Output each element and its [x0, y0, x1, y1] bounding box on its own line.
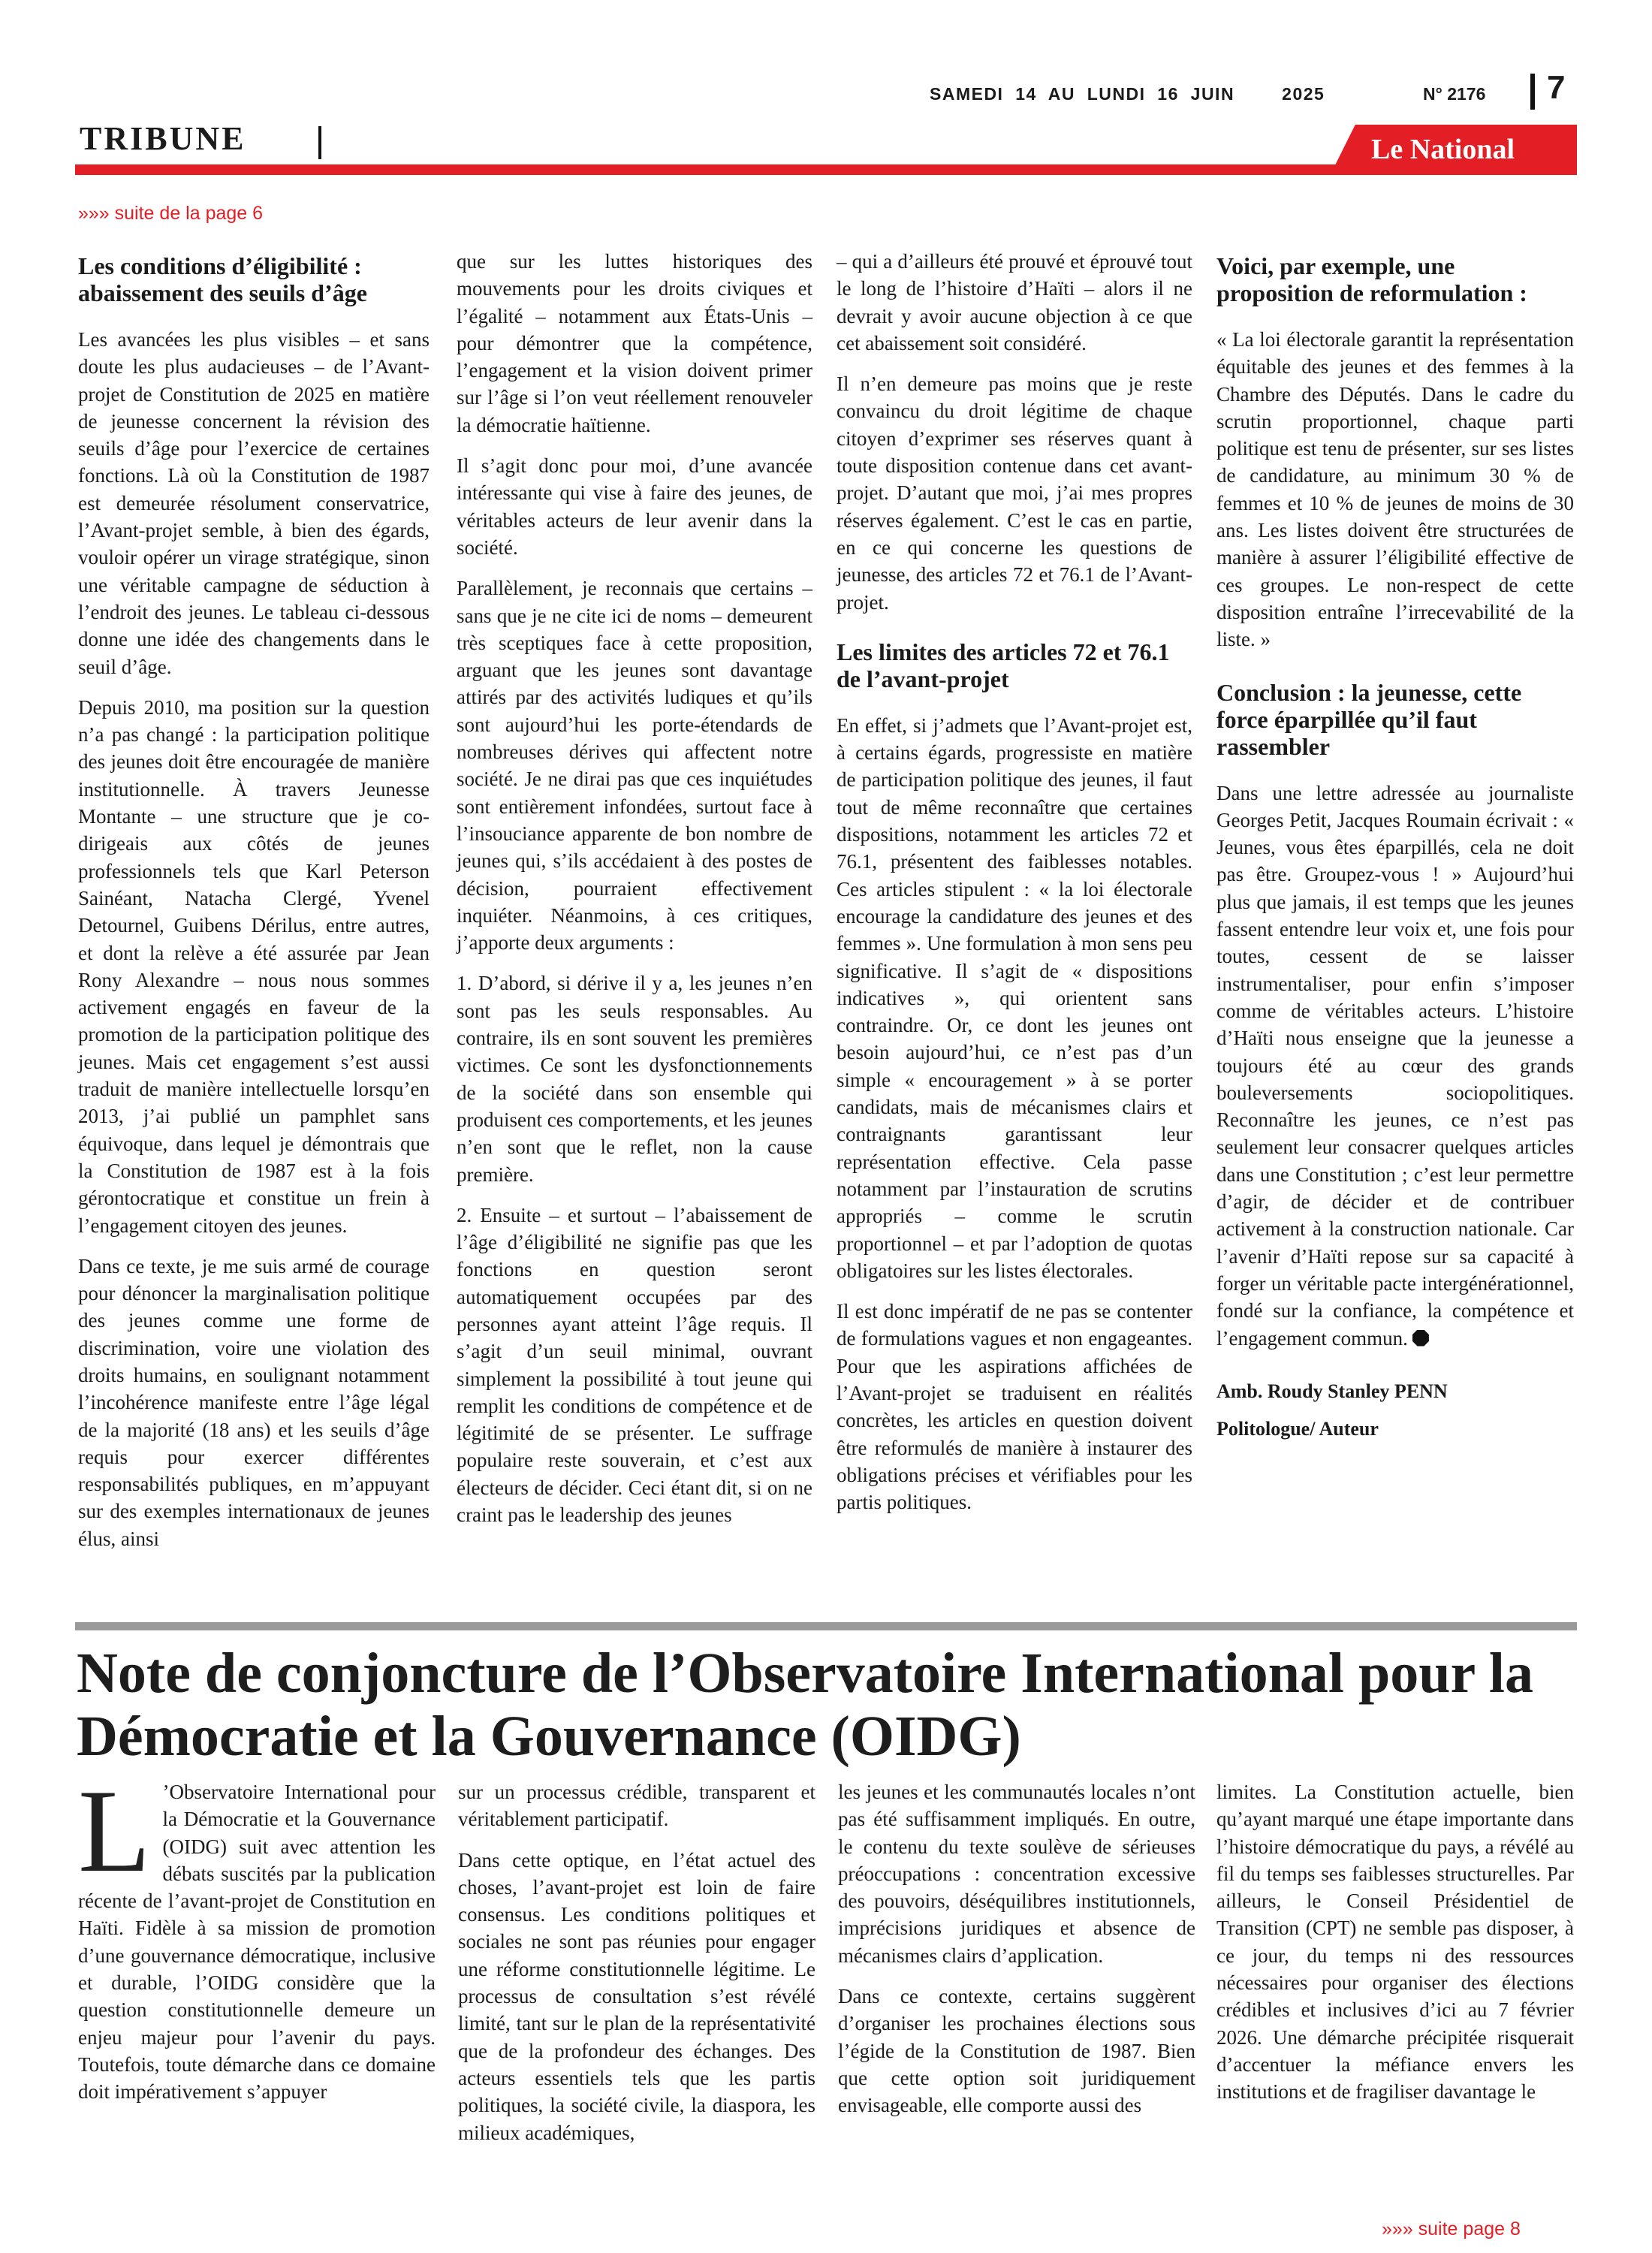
- oidg-column-3: [838, 1778, 1195, 2133]
- newspaper-brand: Le National: [1371, 134, 1515, 165]
- oidg-column-2: [458, 1778, 815, 2160]
- tribune-column-2: [457, 248, 812, 1542]
- oidg-column-1: [78, 1766, 436, 2119]
- article-headline: Note de conjoncture de l’Observatoire International pour la Démocratie et la Gouvernance (OIDG): [77, 1642, 1533, 1768]
- numbered-argument: 1. D’abord, si dérive il y a, les jeunes n’en sont pas les seuls responsables. Au contraire, ils en sont souvent les premières victimes. Ce sont les dysfonctionnements de la société dans son ensemble qui produisent ces comportements, et les jeunes n’en sont que le reflet, non la cause première.: [457, 972, 812, 1186]
- paragraph: Parallèlement, je reconnais que certains – sans que je ne cite ici de noms – demeurent très sceptiques face à cette proposition, arguant que les jeunes sont davantage attirés par des activités ludiques et qu’ils sont aujourd’hui les porte-étendards de nombreuses dérives qui affectent notre société. Je ne dirai pas que ces inquiétudes sont entièrement infondées, surtout face à l’insouciance apparente de bon nombre de jeunes qui, s’ils accédaient à des postes de décision, pourraient effectivement inquiéter. Néanmoins, à ces critiques, j’apporte deux arguments :: [457, 577, 812, 955]
- paragraph: – qui a d’ailleurs été prouvé et éprouvé tout le long de l’histoire d’Haïti – alors il ne devrait y avoir aucune objection à ce que cet abaissement soit considéré.: [837, 250, 1192, 354]
- paragraph: Dans ce texte, je me suis armé de courage pour dénoncer la marginalisation politique des jeunes comme une forme de discrimination, voire une violation des droits humains, en soulignant notamment l’incohérence manifeste entre l’âge légal de la majorité (18 ans) et les seuils d’âge requis pour exercer différentes responsabilités publiques, en m’appuyant sur des exemples internationaux de jeunes élus, ainsi: [78, 1254, 430, 1550]
- section-heading: Conclusion : la jeunesse, cette force éparpillée qu’il faut rassembler: [1216, 678, 1522, 760]
- oidg-column-4: [1216, 1778, 1574, 2119]
- numbered-argument: 2. Ensuite – et surtout – l’abaissement de l’âge d’éligibilité ne signifie pas que les fonctions en question seront automatiquement occupées par des personnes ayant atteint l’âge requis. Il s’agit d’un seuil minimal, ouvrant simplement la possibilité à tout jeune qui remplit les conditions de compétence et de légitimité de se présenter. Le suffrage populaire reste souverain, et c’est aux électeurs de décider. Ceci étant dit, si on ne craint pas le leadership des jeunes: [457, 1203, 812, 1527]
- paragraph: Dans cette optique, en l’état actuel des choses, l’avant-projet est loin de faire consensus. Les conditions politiques et sociales ne sont pas réunies pour engager une réforme constitutionnelle légitime. Le processus de consultation s’est révélé limité, tant sur le plan de la représentativité que de la profondeur des échanges. Des acteurs essentiels tels que les partis politiques, la société civile, la diaspora, les milieux académiques,: [458, 1848, 815, 2144]
- section-divider: [318, 126, 321, 159]
- section-heading: Les limites des articles 72 et 76.1 de l’avant-projet: [837, 638, 1170, 692]
- tribune-column-1: [78, 252, 430, 1566]
- paragraph: Dans ce contexte, certains suggèrent d’organiser les prochaines élections sous l’égide de la Constitution de 1987. Bien que cette option soit juridiquement envisageable, elle comporte aussi des: [838, 1985, 1195, 2117]
- paragraph: que sur les luttes historiques des mouvements pour les droits civiques et l’égalité – notamment aux États-Unis – pour démontrer que la compétence, l’engagement et la vision doivent primer sur l’âge si l’on veut réellement renouveler la démocratie haïtienne.: [457, 250, 812, 436]
- paragraph: les jeunes et les communautés locales n’ont pas été suffisamment impliqués. En outre, le contenu du texte soulève de sérieuses préoccupations : concentration excessive des pouvoirs, déséquilibres institutionnels, imprécisions juridiques et absence de mécanismes clairs d’application.: [838, 1781, 1195, 1967]
- author-name: Amb. Roudy Stanley PENN: [1216, 1380, 1448, 1402]
- conclusion-text: Dans une lettre adressée au journaliste Georges Petit, Jacques Roumain écrivait : « Jeunes, vous êtes éparpillés, cela ne doit pas être. Groupez-vous ! » Aujourd’hui plus que jamais, il est temps que les jeunes fassent entendre leur voix et, une fois pour toutes, cessent de se laisser instrumentaliser, pour enfin s’imposer comme de véritables acteurs. L’histoire d’Haïti nous enseigne que la jeunesse a toujours été au cœur des grands bouleversements sociopolitiques. Reconnaître les jeunes, ce n’est pas seulement leur consacrer quelques articles dans une Constitution ; c’est leur permettre d’agir, de décider et de contribuer activement à la construction nationale. Car l’avenir d’Haïti repose sur sa capacité à forger un véritable pacte intergénérationnel, fondé sur la confiance, la compétence et l’engagement commun.: [1216, 781, 1574, 1350]
- paragraph: limites. La Constitution actuelle, bien qu’ayant marqué une étape importante dans l’histoire démocratique du pays, a révélé au fil du temps ses faiblesses structurelles. Par ailleurs, le Conseil Présidentiel de Transition (CPT) ne semble pas disposer, à ce jour, du temps ni des ressources nécessaires pour organiser des élections crédibles et inclusives d’ici au 7 février 2026. Une démarche précipitée risquerait d’accentuer la méfiance envers les institutions et de fragiliser davantage le: [1216, 1781, 1574, 2104]
- paragraph-text: ’Observatoire International pour la Démocratie et la Gouvernance (OIDG) suit avec attention les débats suscités par la publication récente de l’avant-projet de Constitution en Haïti. Fidèle à sa mission de promotion d’une gouvernance démocratique, inclusive et durable, l’OIDG considère que la question constitutionnelle demeure un enjeu majeur pour l’avenir du pays. Toutefois, toute démarche dans ce domaine doit impérativement s’appuyer: [78, 1781, 436, 2104]
- paragraph: Il n’en demeure pas moins que je reste convaincu du droit légitime de chaque citoyen d’exprimer ses réserves quant à toute disposition contenue dans cet avant-projet. D’autant que moi, j’ai mes propres réserves également. C’est le cas en partie, en ce qui concerne les questions de jeunesse, des articles 72 et 76.1 de l’Avant-projet.: [837, 372, 1192, 614]
- author-title: Politologue/ Auteur: [1216, 1417, 1379, 1440]
- conclusion-paragraph: [1216, 780, 1574, 1352]
- paragraph: En effet, si j’admets que l’Avant-projet est, à certains égards, progressiste en matière de participation politique des jeunes, il faut tout de même reconnaître que certaines dispositions, notamment les articles 72 et 76.1, présentent des faiblesses notables. Ces articles stipulent : « la loi électorale encourage la candidature des jeunes et des femmes ». Une formulation à mon sens peu significative. Il s’agit de « dispositions indicatives », qui orientent sans contraindre. Or, ce dont les jeunes ont besoin aujourd’hui, ce n’est pas d’un simple « encouragement » à se porter candidats, mais de mécanismes clairs et contraignants garantissant leur représentation effective. Cela passe notamment par l’instauration de scrutins appropriés – comme le scrutin proportionnel – et par l’adoption de quotas obligatoires sur les listes électorales.: [837, 713, 1192, 1282]
- paragraph: sur un processus crédible, transparent et véritablement participatif.: [458, 1781, 815, 1831]
- paragraph: [78, 1766, 436, 2106]
- paragraph: Il s’agit donc pour moi, d’une avancée intéressante qui vise à faire des jeunes, de véritables acteurs de leur avenir dans la société.: [457, 454, 812, 559]
- tribune-column-4: [1216, 252, 1574, 1448]
- issue-number: N° 2176: [1423, 84, 1486, 104]
- section-title: TRIBUNE: [80, 120, 246, 157]
- page-number: 7: [1547, 69, 1566, 106]
- drop-cap: L: [78, 1766, 151, 1897]
- end-mark-icon: [1412, 1330, 1429, 1347]
- article-divider: [75, 1622, 1577, 1630]
- section-heading: Voici, par exemple, une proposition de reformulation :: [1216, 252, 1527, 306]
- tribune-column-3: [837, 248, 1192, 1529]
- header-divider: [1530, 74, 1535, 110]
- paragraph: Les avancées les plus visibles – et sans doute les plus audacieuses – de l’Avant-projet de Constitution de 2025 en matière de jeunesse concernent la révision des seuils d’âge pour l’exercice de certaines fonctions. Là où la Constitution de 1987 est demeurée résolument conservatrice, l’Avant-projet semble, à bien des égards, vouloir opérer un virage stratégique, sinon une véritable campagne de séduction à l’endroit des jeunes. Le tableau ci-dessous donne une idée des changements dans le seuil d’âge.: [78, 328, 430, 678]
- continued-from-link[interactable]: »»» suite de la page 6: [78, 203, 264, 224]
- paragraph: Depuis 2010, ma position sur la question n’a pas changé : la participation politique des jeunes doit être encouragée de manière institutionnelle. À travers Jeunesse Montante – une structure que je co-dirigeais aux côtés de jeunes professionnels tels que Karl Peterson Sainéant, Natacha Clergé, Yvenel Detournel, Guibens Dérilus, entre autres, et dont la relève a été assurée par Jean Rony Alexandre – nous nous sommes activement engagés en faveur de la promotion de la participation politique des jeunes. Mais cet engagement s’est aussi traduit de manière intellectuelle lorsqu’en 2013, j’ai publié un pamphlet sans équivoque, dans lequel je démontrais que la Constitution de 1987 est à la fois gérontocratique et constitue un frein à l’engagement citoyen des jeunes.: [78, 695, 430, 1237]
- paragraph: Il est donc impératif de ne pas se contenter de formulations vagues et non engageantes. Pour que les aspirations affichées de l’Avant-projet se traduisent en réalités concrètes, les articles en question doivent être reformulés de manière à instaurer des obligations précises et vérifiables pour les partis politiques.: [837, 1300, 1192, 1514]
- reformulation-quote: « La loi électorale garantit la représentation équitable des jeunes et des femmes à la Chambre des Députés. Dans le cadre du scrutin proportionnel, chaque parti politique est tenu de présenter, sur ses listes de candidature, au minimum 30 % de femmes et 10 % de jeunes de moins de 30 ans. Les listes doivent être structurées de manière à assurer l’éligibilité effective de ces groupes. Le non-respect de cette disposition entraîne l’irrecevabilité de la liste. »: [1216, 328, 1574, 651]
- issue-date: SAMEDI 14 AU LUNDI 16 JUIN 2025: [930, 84, 1325, 104]
- continued-to-link[interactable]: »»» suite page 8: [1382, 2218, 1521, 2239]
- section-heading: Les conditions d’éligibilité : abaissement des seuils d’âge: [78, 252, 367, 306]
